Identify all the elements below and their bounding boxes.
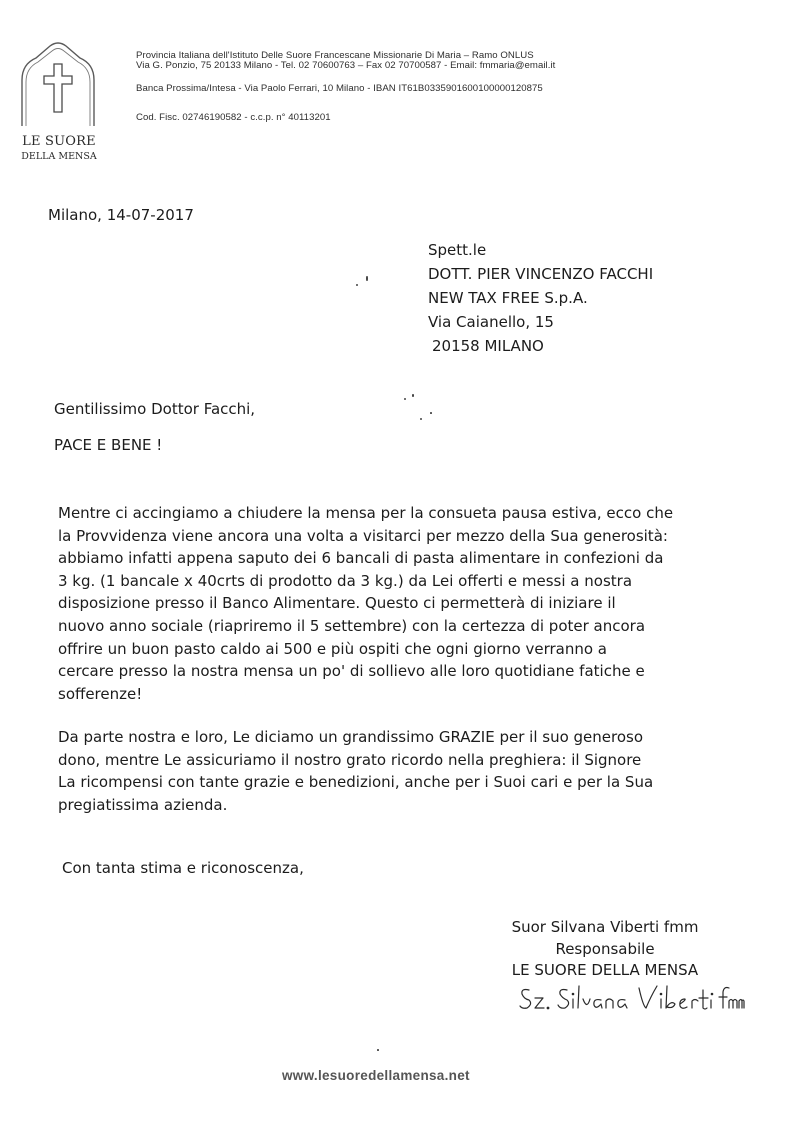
paragraph-line: nuovo anno sociale (riapriremo il 5 settembre) con la certezza di poter ancora <box>58 616 646 635</box>
paragraph-line: La ricompensi con tante grazie e benedizioni, anche per i Suoi cari e per la Sua <box>58 773 654 792</box>
salutation: Gentilissimo Dottor Facchi, <box>54 400 256 418</box>
paragraph-line: offrire un buon pasto caldo ai 500 e più ospiti che ogni giorno verranno a <box>58 639 607 658</box>
scan-speck <box>430 412 432 414</box>
scan-speck <box>404 398 406 400</box>
paragraph-line: dono, mentre Le assicuriamo il nostro grato ricordo nella preghiera: il Signore <box>58 750 642 769</box>
scan-speck <box>377 1049 379 1051</box>
scan-speck <box>420 418 422 420</box>
paragraph-line: Mentre ci accingiamo a chiudere la mensa per la consueta pausa estiva, ecco che <box>58 504 674 522</box>
paragraph-line: disposizione presso il Banco Alimentare. Questo ci permetterà di iniziare il <box>58 594 616 613</box>
scan-speck <box>412 394 414 397</box>
header-address: Via G. Ponzio, 75 20133 Milano - Tel. 02 70600763 – Fax 02 70700587 - Email: fmmaria@email.it <box>136 60 556 71</box>
signatory-role: Responsabile <box>555 939 655 958</box>
organization-logo <box>8 34 108 166</box>
signatory-organization: LE SUORE DELLA MENSA <box>511 961 699 979</box>
website-link[interactable]: www.lesuoredellamensa.net <box>282 1068 470 1083</box>
signature-block <box>480 917 730 982</box>
paragraph-line: sofferenze! <box>58 684 143 703</box>
house-cross-icon <box>8 34 108 134</box>
greeting: PACE E BENE ! <box>54 436 163 454</box>
scan-speck <box>366 276 368 281</box>
paragraph-line: 3 kg. (1 bancale x 40crts di prodotto da 3 kg.) da Lei offerti e messi a nostra <box>58 571 633 590</box>
handwritten-signature <box>515 982 745 1014</box>
paragraph-line: cercare presso la nostra mensa un po' di sollievo alle loro quotidiane fatiche e <box>58 662 645 681</box>
recipient-line-1: Spett.le <box>428 241 487 259</box>
recipient-line-3: NEW TAX FREE S.p.A. <box>428 289 588 307</box>
recipient-line-4: Via Caianello, 15 <box>428 313 554 331</box>
paragraph-line: abbiamo infatti appena saputo dei 6 bancali di pasta alimentare in confezioni da <box>58 549 664 568</box>
signatory-name: Suor Silvana Viberti fmm <box>511 918 699 936</box>
paragraph-line: Da parte nostra e loro, Le diciamo un grandissimo GRAZIE per il suo generoso <box>58 728 644 746</box>
header-fiscal-code: Cod. Fisc. 02746190582 - c.c.p. n° 40113201 <box>136 112 331 123</box>
logo-title: LE SUORE <box>22 134 96 149</box>
header-bank: Banca Prossima/Intesa - Via Paolo Ferrari, 10 Milano - IBAN IT61B0335901600100000120875 <box>136 83 543 94</box>
paragraph-1 <box>58 502 738 705</box>
closing: Con tanta stima e riconoscenza, <box>62 859 304 877</box>
logo-subtitle: DELLA MENSA <box>21 151 97 162</box>
letter-date: Milano, 14-07-2017 <box>48 206 194 224</box>
header-organization: Provincia Italiana dell'Istituto Delle Suore Francescane Missionarie Di Maria – Ramo ONLUS <box>136 50 534 61</box>
recipient-line-2: DOTT. PIER VINCENZO FACCHI <box>428 265 654 283</box>
paragraph-line: pregiatissima azienda. <box>58 795 228 814</box>
recipient-address <box>428 238 653 358</box>
paragraph-2 <box>58 726 738 816</box>
paragraph-line: la Provvidenza viene ancora una volta a visitarci per mezzo della Sua generosità: <box>58 526 668 545</box>
scan-speck <box>356 284 358 286</box>
recipient-line-5: 20158 MILANO <box>432 337 544 355</box>
